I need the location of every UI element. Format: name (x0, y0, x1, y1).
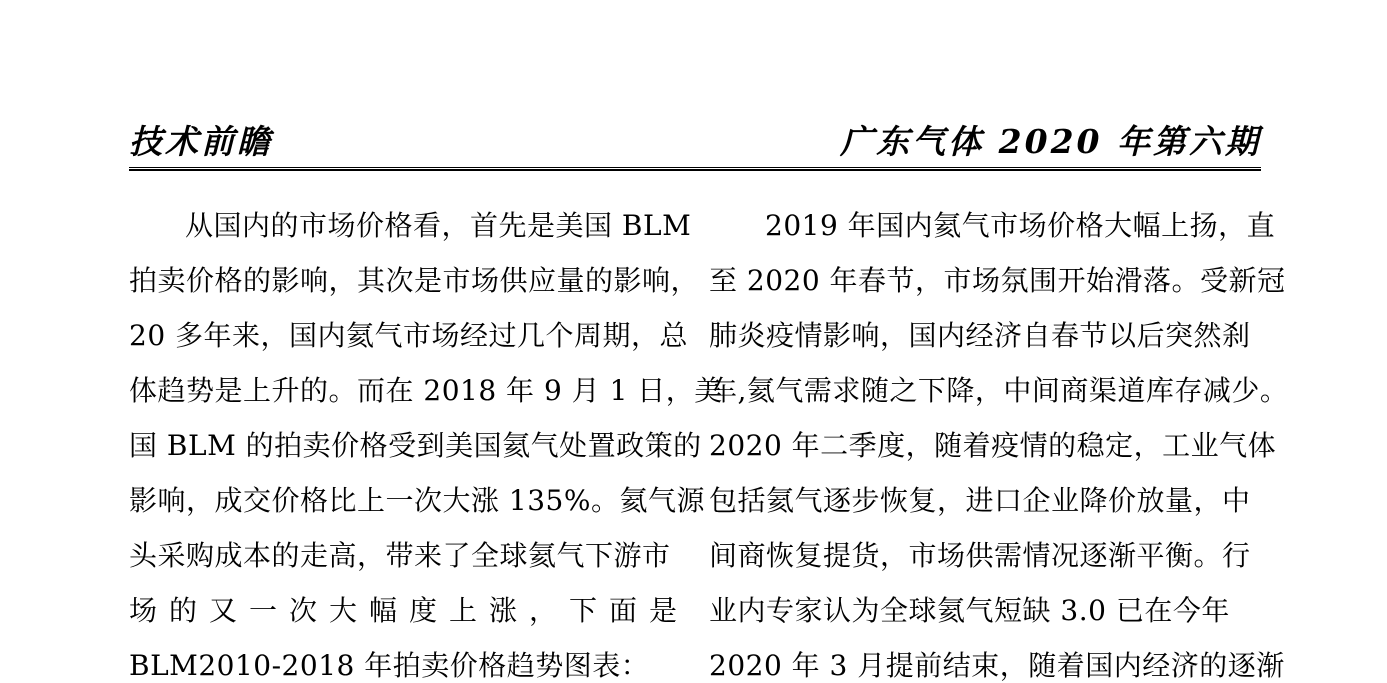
text-line: BLM2010-2018 年拍卖价格趋势图表： (129, 649, 650, 682)
text-line: 业内专家认为全球氦气短缺 3.0 已在今年 (709, 594, 1230, 627)
body-columns (129, 198, 1289, 683)
left-text-column (129, 198, 723, 683)
text-line: 头采购成本的走高，带来了全球氦气下游市 (129, 539, 671, 572)
text-line: 包括氦气逐步恢复，进口企业降价放量，中 (709, 484, 1251, 517)
page-header (129, 116, 1261, 163)
text-line: 体趋势是上升的。而在 2018 年 9 月 1 日，美 (129, 374, 723, 407)
text-line: 拍卖价格的影响，其次是市场供应量的影响， (129, 264, 700, 297)
header-issue-title: 广东气体 2020 年第六期 (840, 122, 1261, 161)
text-line: 车,氦气需求随之下降，中间商渠道库存减少。 (709, 374, 1289, 407)
right-text-column (709, 198, 1289, 683)
text-line: 2019 年国内氦气市场价格大幅上扬，直 (765, 209, 1276, 242)
text-line: 间商恢复提货，市场供需情况逐渐平衡。行 (709, 539, 1251, 572)
header-divider-rule (129, 167, 1261, 171)
text-line: 2020 年 3 月提前结束，随着国内经济的逐渐 (709, 649, 1285, 682)
header-section-title: 技术前瞻 (129, 122, 273, 161)
text-line: 国 BLM 的拍卖价格受到美国氦气处置政策的 (129, 429, 702, 462)
text-line: 至 2020 年春节，市场氛围开始滑落。受新冠 (709, 264, 1286, 297)
text-line: 2020 年二季度，随着疫情的稳定，工业气体 (709, 429, 1277, 462)
text-line: 影响，成交价格比上一次大涨 135%。氦气源 (129, 484, 705, 517)
text-line: 肺炎疫情影响，国内经济自春节以后突然刹 (709, 319, 1251, 352)
text-line: 20 多年来，国内氦气市场经过几个周期，总 (129, 319, 689, 352)
text-line: 从国内的市场价格看，首先是美国 BLM (185, 209, 692, 242)
text-line: 场的又一次大幅度上涨，下面是 (129, 594, 690, 627)
